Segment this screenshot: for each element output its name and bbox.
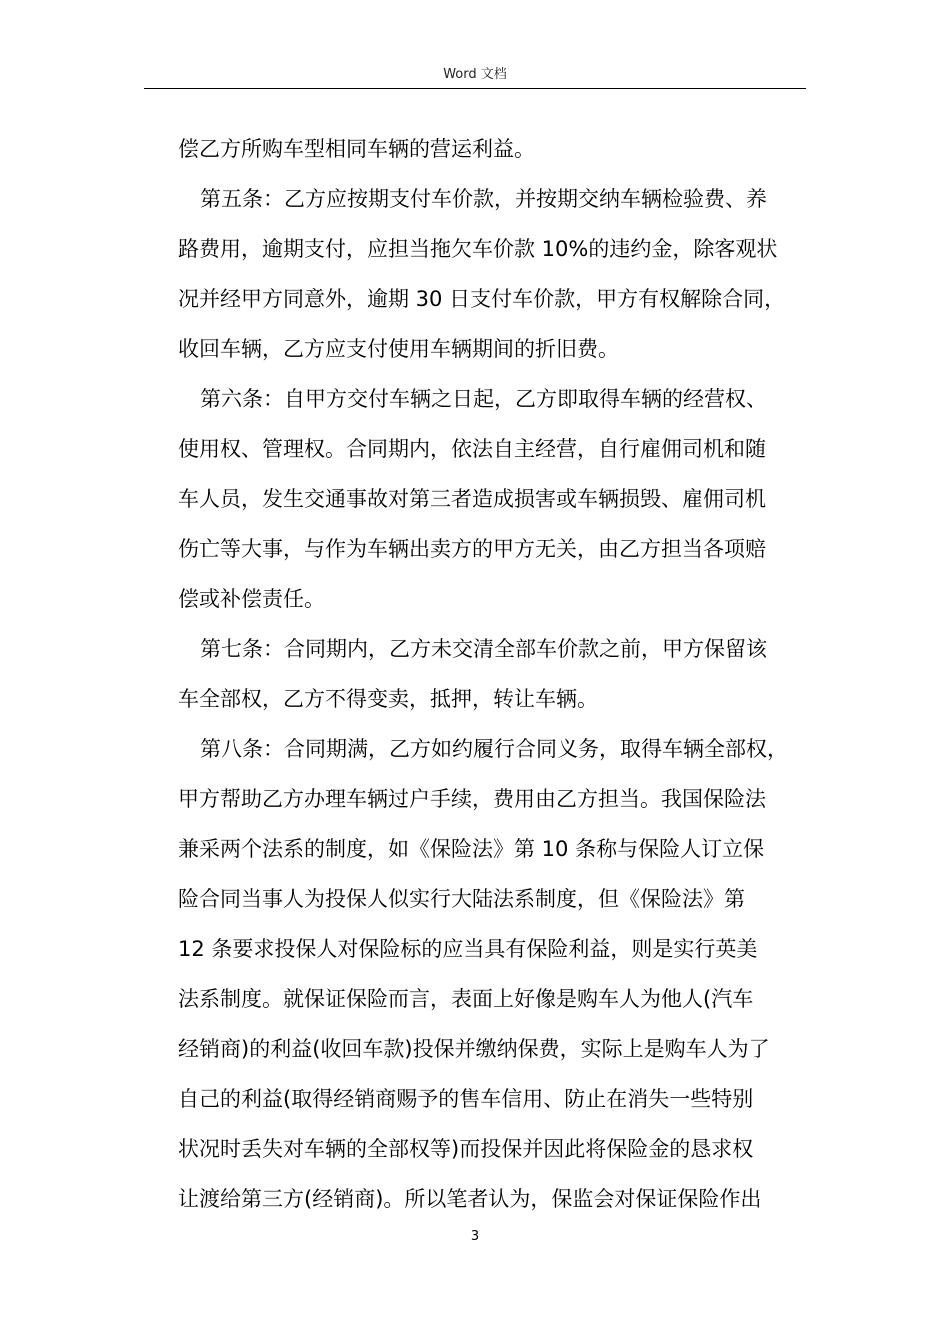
body-line: 况并经甲方同意外，逾期 30 日支付车价款，甲方有权解除合同，	[178, 287, 786, 311]
body-line: 车人员，发生交通事故对第三者造成损害或车辆损毁、雇佣司机	[178, 487, 766, 511]
body-line: 兼采两个法系的制度，如《保险法》第 10 条称与保险人订立保	[178, 837, 765, 861]
page-number: 3	[470, 1229, 480, 1244]
article-7-line: 第七条：合同期内，乙方未交清全部车价款之前，甲方保留该	[200, 637, 767, 661]
article-8-line: 第八条：合同期满，乙方如约履行合同义务，取得车辆全部权，	[200, 737, 788, 761]
article-5-line: 第五条：乙方应按期支付车价款，并按期交纳车辆检验费、养	[200, 187, 767, 211]
body-line: 状况时丢失对车辆的全部权等)而投保并因此将保险金的恳求权	[178, 1137, 754, 1161]
document-body	[178, 124, 808, 1224]
article-6-line: 第六条：自甲方交付车辆之日起，乙方即取得车辆的经营权、	[200, 387, 767, 411]
header-rule	[144, 88, 806, 89]
header-title: Word 文档	[443, 67, 507, 82]
body-line: 法系制度。就保证保险而言，表面上好像是购车人为他人(汽车	[178, 987, 754, 1011]
body-line: 甲方帮助乙方办理车辆过户手续，费用由乙方担当。我国保险法	[178, 787, 766, 811]
body-line: 12 条要求投保人对保险标的应当具有保险利益，则是实行英美	[178, 937, 758, 961]
body-line: 偿或补偿责任。	[178, 587, 325, 611]
body-line: 收回车辆，乙方应支付使用车辆期间的折旧费。	[178, 337, 619, 361]
body-line: 经销商)的利益(收回车款)投保并缴纳保费，实际上是购车人为了	[178, 1037, 770, 1061]
body-line: 车全部权，乙方不得变卖，抵押，转让车辆。	[178, 687, 598, 711]
body-line: 让渡给第三方(经销商)。所以笔者认为，保监会对保证保险作出	[178, 1187, 762, 1211]
body-line: 自己的利益(取得经销商赐予的售车信用、防止在消失一些特别	[178, 1087, 754, 1111]
body-line: 险合同当事人为投保人似实行大陆法系制度，但《保险法》第	[178, 887, 745, 911]
body-line: 偿乙方所购车型相同车辆的营运利益。	[178, 137, 535, 161]
body-line: 伤亡等大事，与作为车辆出卖方的甲方无关，由乙方担当各项赔	[178, 537, 766, 561]
body-line: 路费用，逾期支付，应担当拖欠车价款 10%的违约金，除客观状	[178, 237, 778, 261]
body-line: 使用权、管理权。合同期内，依法自主经营，自行雇佣司机和随	[178, 437, 766, 461]
